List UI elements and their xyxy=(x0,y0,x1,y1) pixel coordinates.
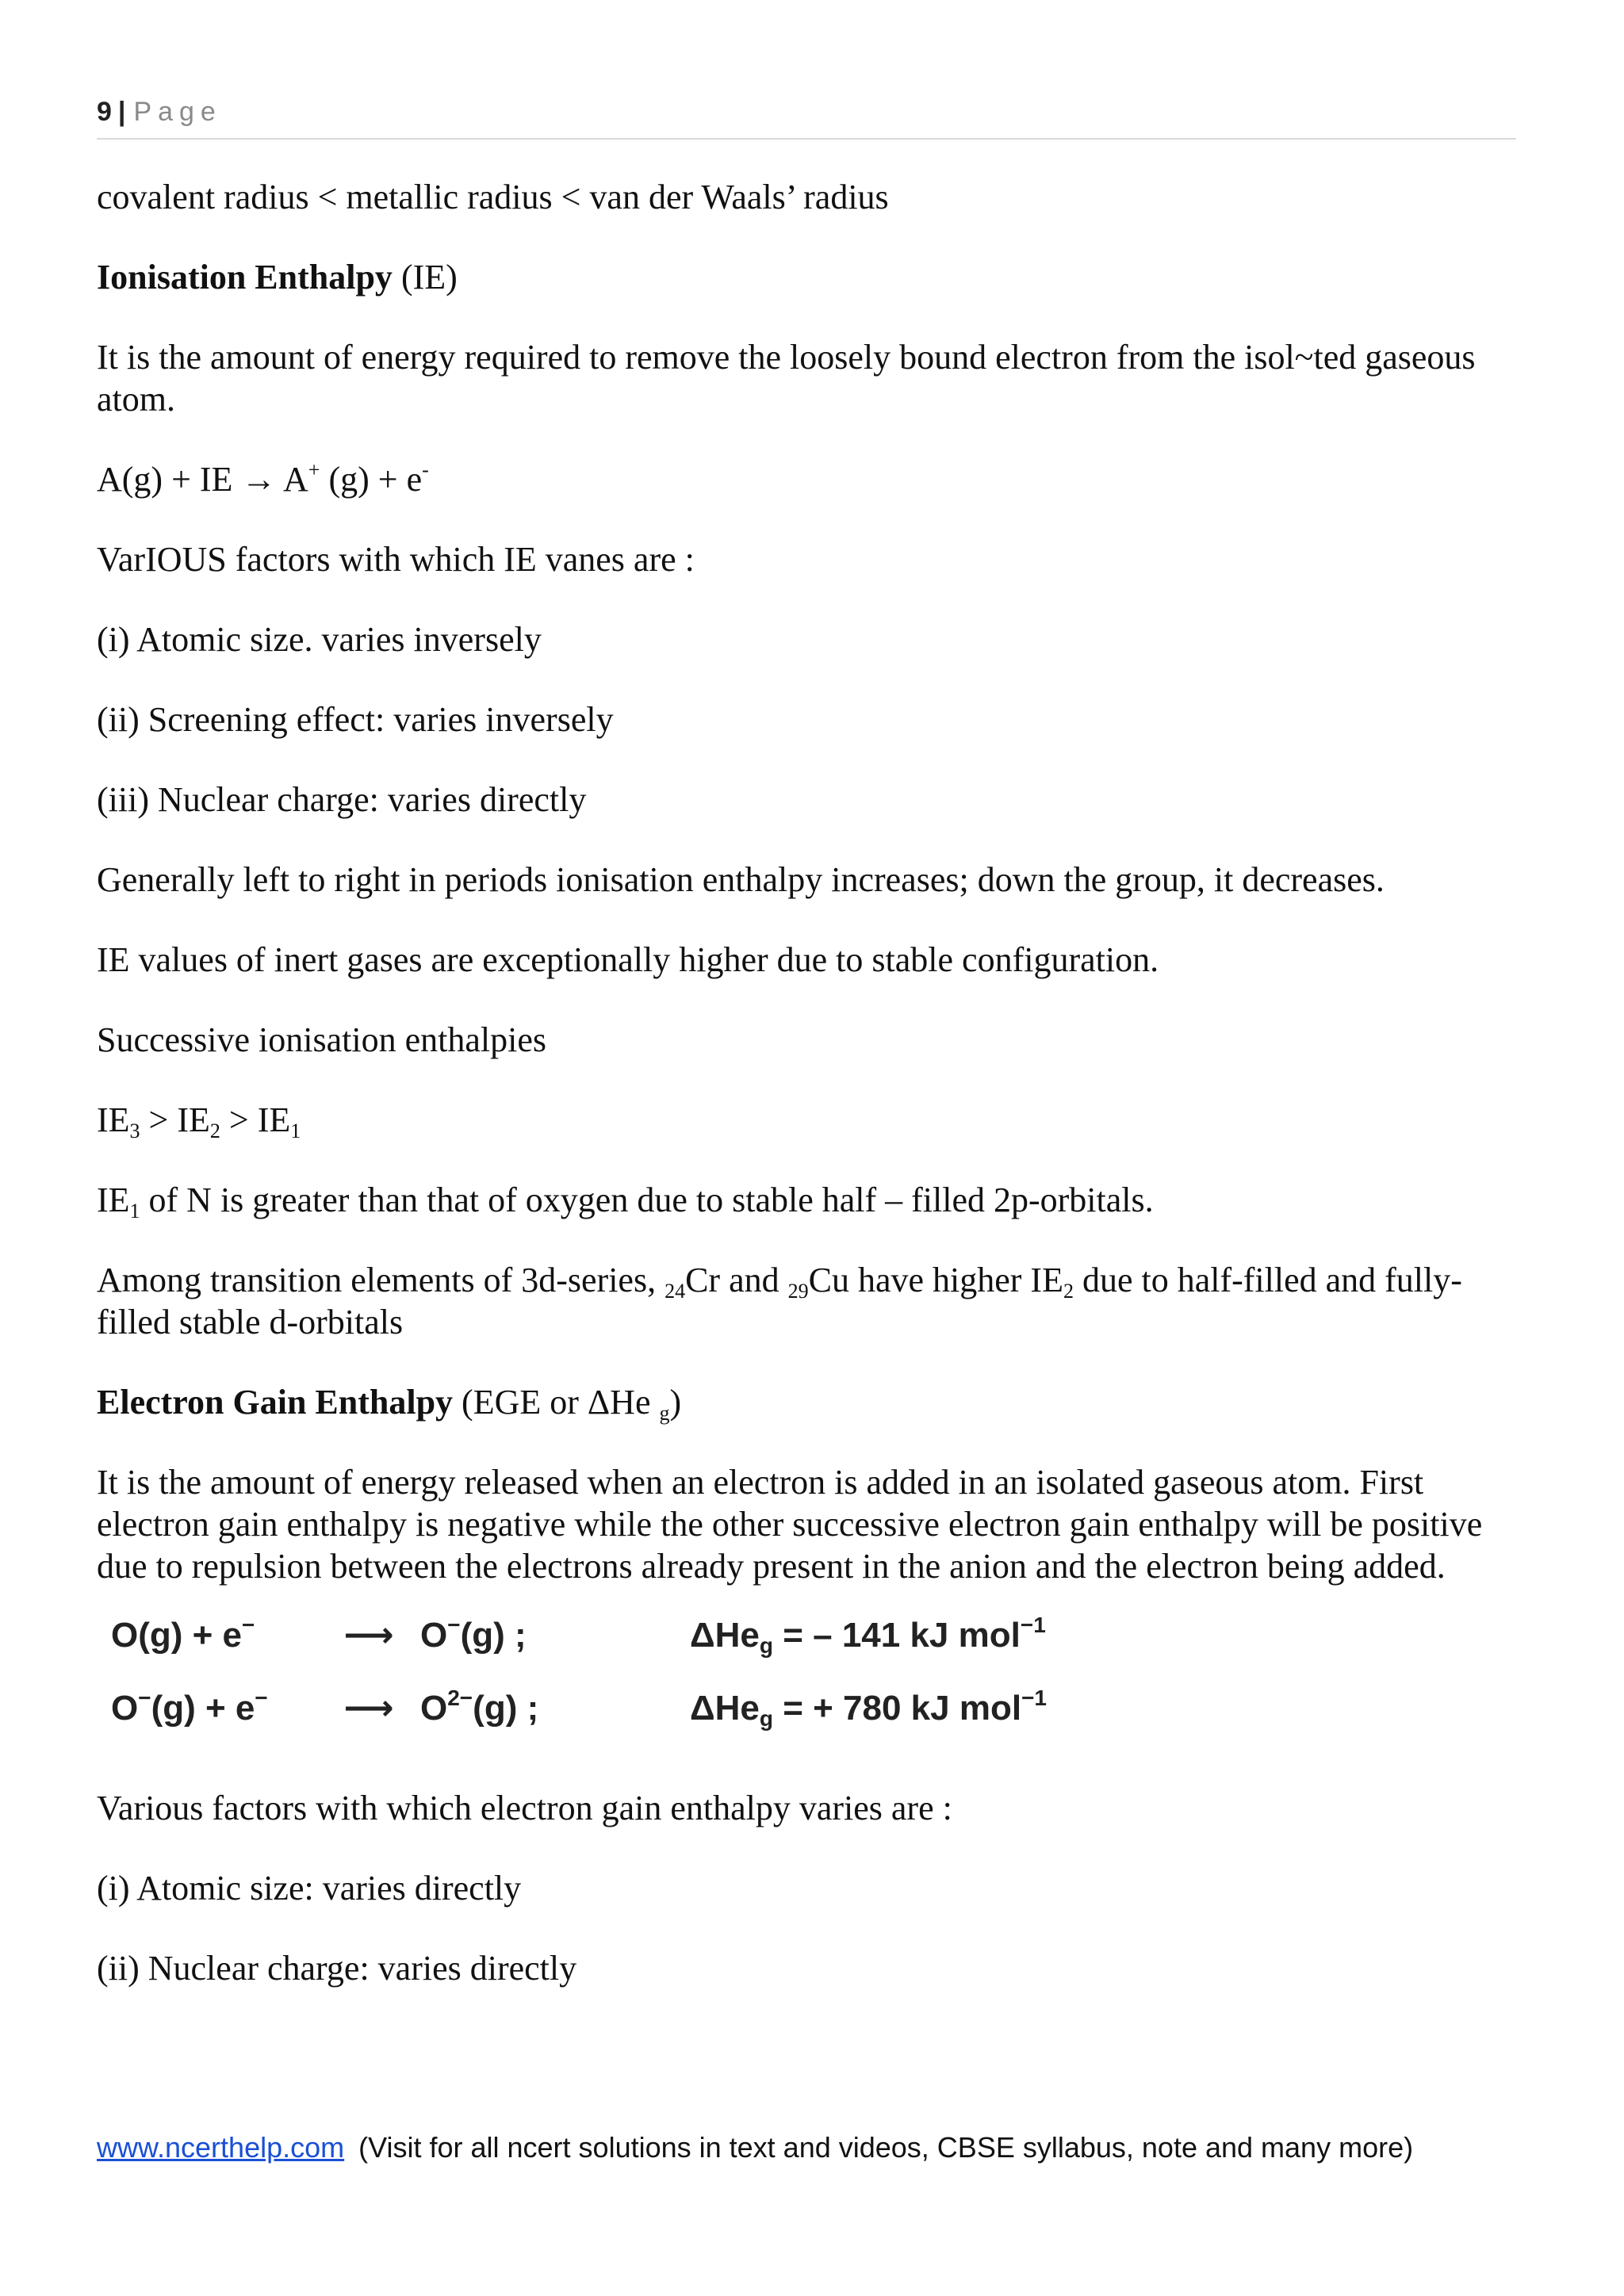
ie-definition: It is the amount of energy required to remove the loosely bound electron from the isol~ted gaseous atom. xyxy=(97,338,1476,419)
ie-order-c-sub: 1 xyxy=(290,1119,301,1142)
ie-heading-rest: (IE) xyxy=(392,258,458,297)
reaction-arrow-icon: ⟶ xyxy=(343,1689,394,1728)
ie-order xyxy=(97,1099,1516,1141)
eq2-lhs-b: (g) + e xyxy=(151,1689,255,1728)
ie-order-gt1: > IE xyxy=(140,1100,210,1139)
n-vs-o-ie: IE xyxy=(97,1181,130,1219)
footer-note: (Visit for all ncert solutions in text and videos, CBSE syllabus, note and many more) xyxy=(358,2131,1414,2164)
eq1-dh-b: = – 141 kJ mol xyxy=(772,1616,1021,1655)
ie-order-gt2: > IE xyxy=(220,1100,291,1139)
ie-heading xyxy=(97,256,1516,298)
page-content xyxy=(97,176,1516,2027)
eq1-rhs-sup: − xyxy=(447,1613,461,1637)
ege-definition: It is the amount of energy released when an electron is added in an isolated gaseous atom. First electron gain enthalpy is negative while the other successive electron gain enthalpy will be positive due to repulsion between the electrons already present in the anion and the electron being added. xyxy=(97,1463,1483,1586)
eq1-lhs-sup: − xyxy=(242,1613,255,1637)
eq2-rhs-sup: 2− xyxy=(447,1686,473,1710)
equation-enthalpy xyxy=(690,1687,1134,1729)
ege-equations xyxy=(111,1614,1516,1760)
ege-heading-bold: Electron Gain Enthalpy xyxy=(97,1383,454,1422)
transition-t3: Cu have higher IE xyxy=(808,1261,1063,1299)
ege-heading-close: ) xyxy=(669,1383,682,1422)
reaction-arrow-icon: ⟶ xyxy=(343,1616,394,1655)
eq2-dh-a: ΔHe xyxy=(690,1689,760,1728)
page-footer xyxy=(97,2131,1516,2164)
eq2-lhs-a: O xyxy=(111,1689,139,1728)
transition-t4: due to half-filled and fully-filled stable d-orbitals xyxy=(97,1261,1462,1341)
factors-intro: VarIOUS factors with which IE vanes are : xyxy=(97,540,695,579)
eq2-dh-b: = + 780 kJ mol xyxy=(772,1689,1022,1728)
n-vs-o-sub: 1 xyxy=(129,1200,140,1223)
ie-eq-sup2: - xyxy=(422,458,429,481)
equation-row xyxy=(111,1614,1516,1687)
eq2-dh-sub: g xyxy=(759,1706,773,1731)
ege-factor-2: (ii) Nuclear charge: varies directly xyxy=(97,1949,577,1988)
eq1-lhs-a: O(g) + e xyxy=(111,1616,243,1655)
ie-heading-bold: Ionisation Enthalpy xyxy=(97,258,393,297)
website-link[interactable]: www.ncerthelp.com xyxy=(97,2131,345,2164)
ie-eq-left: A(g) + IE → A xyxy=(97,460,308,499)
transition-t1: Among transition elements of 3d-series, xyxy=(97,1261,665,1299)
factor-2: (ii) Screening effect: varies inversely xyxy=(97,700,614,739)
equation-rhs xyxy=(420,1614,690,1656)
eq1-rhs-a: O xyxy=(420,1616,448,1655)
ie-eq-sup: + xyxy=(308,458,320,481)
ie-order-a: IE xyxy=(97,1100,130,1139)
cr-sub: 24 xyxy=(665,1280,686,1303)
factor-3: (iii) Nuclear charge: varies directly xyxy=(97,780,587,819)
ie-equation xyxy=(97,458,1516,500)
inert-gases: IE values of inert gases are exceptionally higher due to stable configuration. xyxy=(97,940,1159,979)
eq2-dh-sup: −1 xyxy=(1021,1686,1048,1710)
factor-1: (i) Atomic size. varies inversely xyxy=(97,620,542,659)
eq2-rhs-a: O xyxy=(420,1689,448,1728)
eq2-rhs-b: (g) ; xyxy=(473,1689,539,1728)
cu-sub: 29 xyxy=(787,1280,809,1303)
ege-factors-intro: Various factors with which electron gain enthalpy varies are : xyxy=(97,1789,952,1827)
equation-row xyxy=(111,1687,1516,1760)
equation-lhs xyxy=(111,1614,317,1656)
ege-factor-1: (i) Atomic size: varies directly xyxy=(97,1869,522,1908)
ie2-sub: 2 xyxy=(1063,1280,1074,1303)
page-label: Page xyxy=(133,97,222,127)
eq1-rhs-b: (g) ; xyxy=(460,1616,527,1655)
eq2-lhs-sup1: − xyxy=(138,1686,151,1710)
header-separator: | xyxy=(117,97,126,127)
transition-elements xyxy=(97,1259,1516,1343)
periodic-trend: Generally left to right in periods ionisation enthalpy increases; down the group, it decreases. xyxy=(97,860,1385,899)
eq1-dh-sub: g xyxy=(759,1633,773,1658)
ege-heading-sub: g xyxy=(659,1402,670,1425)
ie-order-b-sub: 2 xyxy=(209,1119,220,1142)
page-header xyxy=(97,97,1516,140)
ie-eq-mid: (g) + e xyxy=(320,460,423,499)
n-vs-o xyxy=(97,1179,1516,1221)
transition-t2: Cr and xyxy=(685,1261,788,1299)
equation-enthalpy xyxy=(690,1614,1134,1656)
n-vs-o-rest: of N is greater than that of oxygen due to stable half – filled 2p-orbitals. xyxy=(140,1181,1154,1219)
page-number: 9 xyxy=(97,97,112,127)
successive-ie: Successive ionisation enthalpies xyxy=(97,1020,546,1059)
ie-order-a-sub: 3 xyxy=(129,1119,140,1142)
eq1-dh-a: ΔHe xyxy=(690,1616,760,1655)
radius-order: covalent radius < metallic radius < van der Waals’ radius xyxy=(97,178,889,216)
ege-heading xyxy=(97,1381,1516,1423)
eq2-lhs-sup: − xyxy=(255,1686,268,1710)
equation-rhs xyxy=(420,1687,690,1729)
ege-heading-rest: (EGE or ΔHe xyxy=(453,1383,660,1422)
equation-lhs xyxy=(111,1687,317,1729)
eq1-dh-sup: −1 xyxy=(1020,1613,1046,1637)
